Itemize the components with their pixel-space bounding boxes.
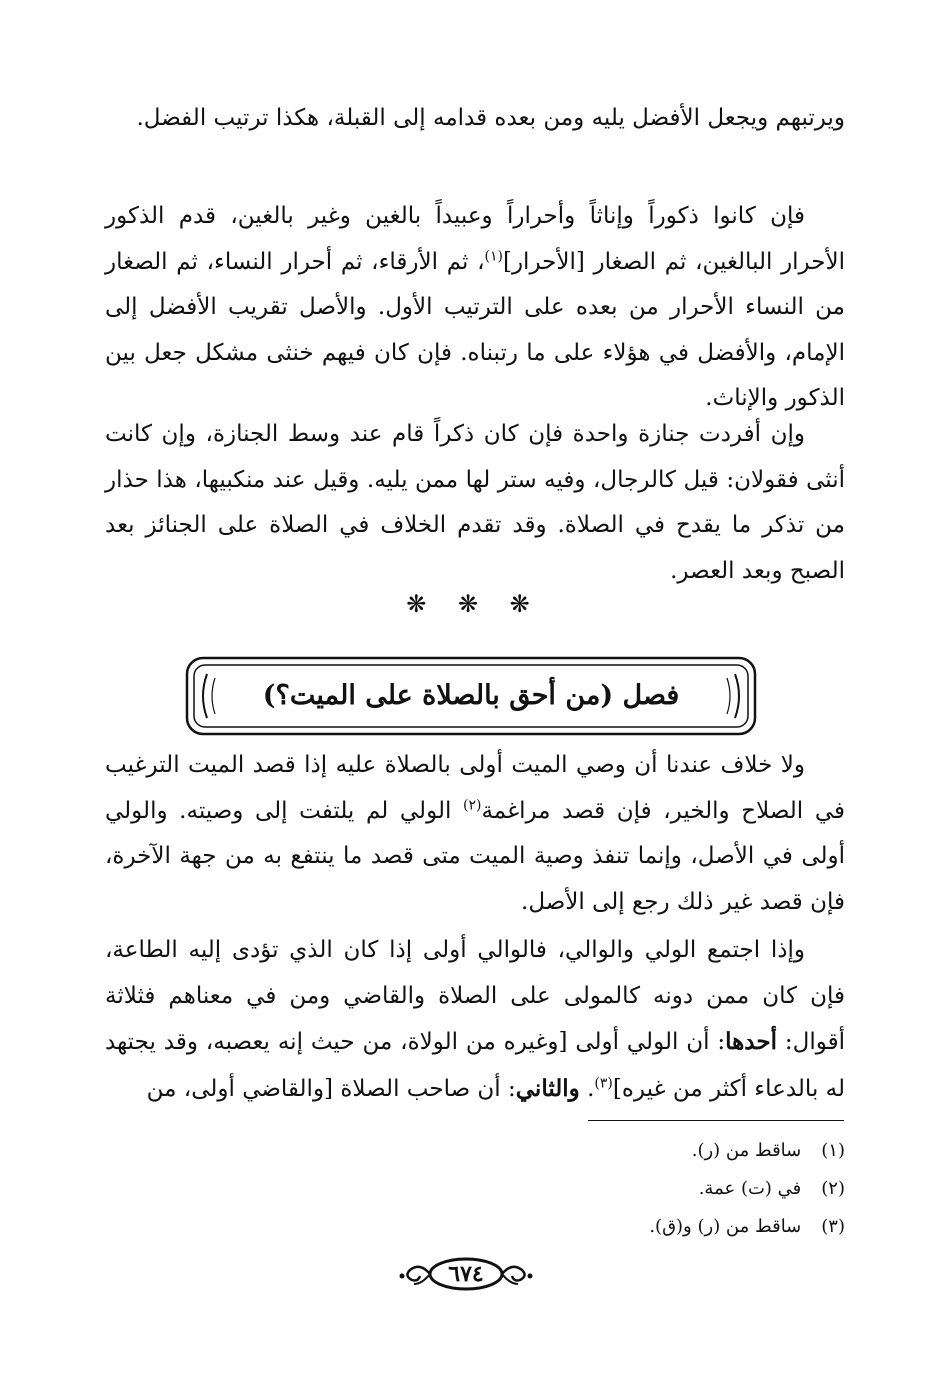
page-number: ٦٧٤	[448, 1261, 484, 1287]
paragraph-5-bold-second: والثاني	[515, 1074, 580, 1102]
paragraph-2	[105, 194, 845, 422]
paragraph-4-text-b: الولي لم يلتفت إلى وصيته. والولي أولى في الأصل، وإنما تنفذ وصية الميت متى قصد ما ينتفع به من جهة الآخرة، فإن قصد غير ذلك رجع إلى الأصل.	[105, 797, 845, 915]
footnote-number: (١)	[821, 1140, 845, 1161]
paragraph-5-text-a: وإذا اجتمع الولي والوالي، فالوالي أولى إذا كان الذي تؤدى إليه الطاعة، فإن كان ممن دونه كالمولى على الصلاة والقاضي ومن في معناهم فثلاثة أقوال:	[105, 937, 845, 1055]
section-heading-box	[185, 656, 757, 736]
footnote-ref-2: (٢)	[462, 796, 482, 813]
paragraph-3: وإن أفردت جنازة واحدة فإن كان ذكراً قام عند وسط الجنازة، وإن كانت أنثى فقولان: قيل كالرجال، وفيه ستر لها ممن يليه. وقيل عند منكبيها، هذا حذار من تذكر ما يقدح في الصلاة. وقد تقدم الخلاف في الصلاة على الجنائز بعد الصبح وبعد العصر.	[105, 421, 845, 584]
paragraph-1: ويرتبهم ويجعل الأفضل يليه ومن بعده قدامه إلى القبلة، هكذا ترتيب الفضل.	[136, 105, 845, 131]
footnote-number: (٢)	[821, 1178, 845, 1199]
section-title: فصل (من أحق بالصلاة على الميت؟)	[262, 680, 680, 711]
footnote-3	[345, 1208, 845, 1246]
paragraph-5-text-d: : أن صاحب الصلاة [والقاضي أولى، من	[146, 1075, 516, 1102]
paragraph-5-text-b: : أن الولي أولى [وغيره من الولاة، من حيث إنه يعصبه، وقد يجتهد له بالدعاء أكثر من غيره]	[105, 1029, 845, 1102]
footnote-1	[345, 1132, 845, 1170]
paragraph-4	[105, 743, 845, 925]
section-divider-ornament: ❋ ❋ ❋	[406, 590, 542, 618]
paragraph-2-text-a: فإن كانوا ذكوراً وإناثاً وأحراراً وعبيداً بالغين وغير بالغين، قدم الذكور الأحرار البالغين، ثم الصغار [الأحرار]	[105, 203, 845, 275]
paragraph-5	[105, 928, 845, 1112]
footnote-text: ساقط من (ر).	[691, 1140, 802, 1161]
footnote-text: ساقط من (ر) و(ق).	[649, 1216, 802, 1237]
paragraph-4-text-a: ولا خلاف عندنا أن وصي الميت أولى بالصلاة عليه إذا قصد الميت الترغيب في الصلاح والخير، فإن قصد مراغمة	[105, 752, 845, 824]
footnote-2	[345, 1170, 845, 1208]
footnote-text: في (ت) عمة.	[698, 1178, 802, 1199]
paragraph-5-text-c: .	[579, 1075, 595, 1102]
paragraph-5-bold-first: أحدها	[725, 1028, 777, 1055]
footnotes	[345, 1132, 845, 1246]
paragraph-2-text-b: ، ثم الأرقاء، ثم أحرار النساء، ثم الصغار من النساء الأحرار من بعده على الترتيب الأول. والأصل تقريب الأفضل إلى الإمام، والأفضل في هؤلاء على ما رتبناه. فإن كان فيهم خنثى مشكل جعل بين الذكور والإناث.	[105, 248, 845, 411]
footnote-ref-1: (١)	[484, 247, 503, 264]
page-number-ornament	[394, 1254, 538, 1294]
footnote-ref-3: (٣)	[594, 1074, 613, 1091]
footnote-number: (٣)	[821, 1216, 845, 1237]
footnote-separator	[588, 1120, 844, 1121]
